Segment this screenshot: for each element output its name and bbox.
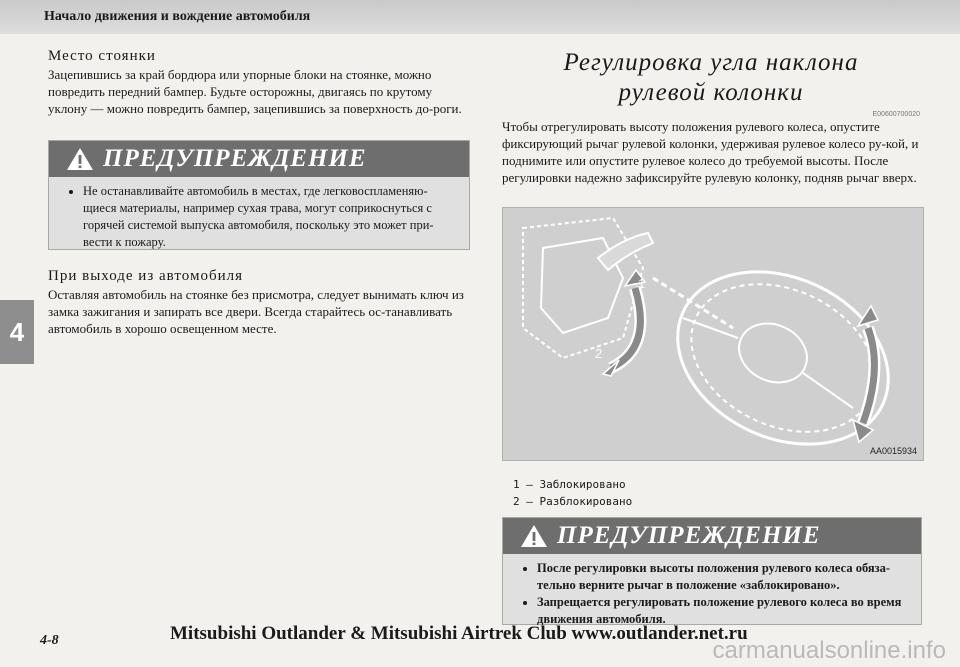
- section-title-line2: рулевой колонки: [618, 79, 804, 106]
- position-label-1: 1: [638, 276, 646, 291]
- warning-triangle-icon: [519, 523, 549, 549]
- parking-text: Зацепившись за край бордюра или упорные блоки на стоянке, можно повредить передний бампер. Будьте осторожны, двигаясь по крутому уклону — можно повредить бампер, зацепившись за поверхность до-роги.: [48, 67, 462, 116]
- figure-legend: [513, 476, 632, 510]
- section-code: E00600700020: [872, 111, 920, 118]
- figure-code: AA0015934: [869, 446, 917, 456]
- page-number: 4-8: [40, 633, 59, 648]
- warning-box-left: [48, 140, 470, 250]
- chapter-tab: 4: [0, 300, 34, 364]
- section-title-line1: Регулировка угла наклона: [563, 49, 859, 76]
- warning-body: [49, 177, 469, 257]
- warning-item: • Не останавливайте автомобиль в местах, где легковоспламеняю-щиеся материалы, например сухая трава, могут соприкоснуться с горячей системой выпуска автомобиля, поскольку это может при-вести к пожару.: [83, 183, 455, 251]
- exit-heading: При выходе из автомобиля: [48, 268, 243, 284]
- header-band: [0, 0, 960, 34]
- warning-triangle-icon: [65, 146, 95, 172]
- steering-column-drawing: [503, 208, 923, 460]
- warning-header: [503, 518, 921, 554]
- legend-item-locked: 1 – Заблокировано: [513, 478, 626, 491]
- steering-text: Чтобы отрегулировать высоту положения рулевого колеса, опустите фиксирующий рычаг рулевой колонки, удерживая рулевое колесо ру-кой, и поднимите или опустите рулевое колесо до требуемой высоты. После регулировки надежно зафиксируйте рулевую колонку, подняв рычаг вверх.: [502, 119, 919, 185]
- warning-title: ПРЕДУПРЕЖДЕНИЕ: [557, 522, 821, 549]
- warning-header: [49, 141, 469, 177]
- exit-text: Оставляя автомобиль на стоянке без присмотра, следует вынимать ключ из замка зажигания и запирать все двери. Всегда старайтесь ос-танавливать автомобиль в хорошо освещенном месте.: [48, 287, 464, 336]
- position-label-2: 2: [595, 346, 603, 361]
- left-column: [48, 48, 468, 117]
- warning-box-right: [502, 517, 922, 625]
- warning-item: • После регулировки высоты положения рулевого колеса обяза-тельно верните рычаг в положение «заблокировано».: [537, 560, 907, 594]
- warning-title: ПРЕДУПРЕЖДЕНИЕ: [103, 145, 367, 172]
- watermark: carmanualsonline.info: [712, 637, 946, 664]
- right-column: [502, 48, 920, 186]
- exit-section: [48, 268, 468, 337]
- legend-item-unlocked: 2 – Разблокировано: [513, 495, 633, 508]
- footer-club-credit: Mitsubishi Outlander & Mitsubishi Airtrek Club www.outlander.net.ru: [170, 623, 748, 644]
- steering-illustration: [502, 207, 924, 461]
- header-title: Начало движения и вождение автомобиля: [44, 9, 311, 24]
- parking-heading: Место стоянки: [48, 48, 156, 64]
- warning-item: • Запрещается регулировать положение рулевого колеса во время движения автомобиля.: [537, 594, 907, 628]
- warning-body: [503, 554, 921, 634]
